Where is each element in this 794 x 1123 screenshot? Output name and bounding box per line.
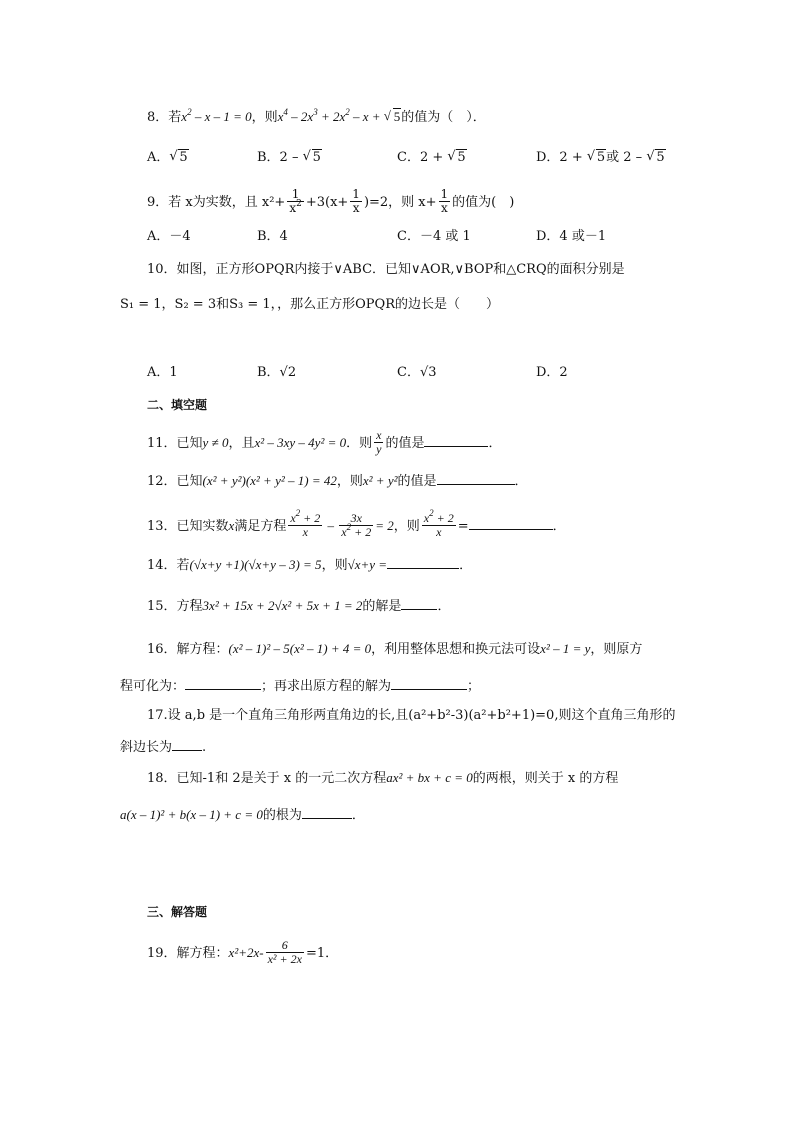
q10-option-b: B．√2 [257, 365, 297, 380]
q13-c: 满足方程 [234, 519, 287, 534]
q12-e: 的值是 [397, 474, 437, 489]
q13-a: 13．已知实数 [147, 519, 229, 534]
q19-b: x²+2x- [228, 945, 264, 960]
question-9 [147, 189, 514, 216]
q12-a: 12．已知 [147, 474, 203, 489]
q8-mid: ，则 [251, 110, 278, 125]
q13-b: x [228, 518, 235, 533]
q18-line2b: 的根为 [262, 808, 302, 823]
q18-blank[interactable] [302, 806, 352, 819]
q13-g: ． [552, 519, 566, 534]
question-17-line-2 [120, 738, 206, 757]
q18-line2c: ． [351, 808, 365, 823]
q15-d: ． [437, 599, 451, 614]
q9-frac-3: $\frac{1}{x}$ [440, 187, 449, 215]
q9-option-d: D．4 或－1 [536, 229, 607, 244]
section-solve-heading: 三、解答题 [147, 905, 208, 919]
q18-line2a: a(x – 1)² + b(x – 1) + c = 0 [120, 807, 263, 822]
question-11 [147, 430, 502, 457]
q11-f: 的值是 [385, 436, 425, 451]
q11-b: y ≠ 0 [202, 435, 229, 450]
q16-line2a: 程可化为： [120, 679, 186, 694]
q10-option-d: D．2 [536, 365, 568, 380]
q10-line-1: 10．如图，正方形OPQR内接于∨ABC．已知∨AOR,∨BOP和△CRQ的面积分别是 [147, 262, 625, 277]
question-16-line-1 [147, 640, 642, 659]
question-19 [147, 940, 338, 967]
q19-c: =1． [305, 946, 339, 961]
q13-frac-2: $\frac{3x}{x^2 + 2}$ [341, 511, 372, 539]
q12-d: x² + y² [362, 473, 398, 488]
q19-a: 19．解方程： [147, 946, 229, 961]
q14-c: ，则 [321, 558, 348, 573]
q8-tail: 的值为（ ）． [401, 110, 486, 125]
q8-option-a: A．√ 5 [147, 149, 189, 167]
q16-blank-2[interactable] [391, 677, 467, 690]
q15-blank[interactable] [401, 597, 437, 610]
q13-frac-3: $\frac{x^2 + 2}{x}$ [423, 508, 454, 539]
q16-line2c: ； [467, 679, 481, 694]
q9-part-2: +3(x+ [305, 195, 349, 210]
q18-line1c: 的两根，则关于 x 的方程 [472, 771, 619, 786]
q9-tail: 的值为( ) [452, 195, 515, 210]
q11-d: x² – 3xy – 4y² = 0 [254, 435, 347, 450]
q8-expression: $x^4 - 2x^3 + 2x^2 - x$ + √ 5 [278, 109, 402, 124]
q14-e: ． [459, 558, 473, 573]
q9-option-b: B．4 [257, 229, 288, 244]
q9-option-c: C．－4 或 1 [397, 229, 471, 244]
q10-line-2: S₁ = 1，S₂ = 3和S₃ = 1，，那么正方形OPQR的边长是（ ） [120, 297, 499, 312]
q12-c: ，则 [336, 474, 363, 489]
q16-blank-1[interactable] [185, 677, 261, 690]
q11-c: ，且 [228, 436, 255, 451]
q17-blank[interactable] [172, 738, 202, 751]
q15-b: 3x² + 15x + 2√x² + 5x + 1 = 2 [202, 598, 363, 613]
q17-line2: 斜边长为 [120, 740, 173, 755]
q9-option-a: A．－4 [147, 229, 191, 244]
q11-blank[interactable] [424, 434, 488, 447]
q12-f: ． [514, 474, 528, 489]
q9-text: 9．若 x为实数，且 x²+ [147, 195, 286, 210]
question-15 [147, 597, 450, 616]
q19-frac [266, 939, 304, 966]
question-12 [147, 472, 528, 491]
q19-numerator: 6 [266, 939, 304, 953]
section-fill-in-heading: 二、填空题 [147, 398, 208, 412]
q17-line1: 17.设 a,b 是一个直角三角形两直角边的长,且(a²+b²-3)(a²+b²+1)=0,则这个直角三角形的 [147, 708, 676, 723]
q18-line1a: 18．已知-1和 2是关于 x 的一元二次方程 [147, 771, 387, 786]
q16-b: (x² – 1)² – 5(x² – 1) + 4 = 0 [228, 641, 372, 656]
q8-condition: $x^2 - x - 1 = 0$ [181, 107, 252, 124]
question-18-line-2 [120, 806, 365, 825]
q16-d: x² – 1 = y [540, 641, 591, 656]
question-10-line-1 [147, 261, 625, 279]
q8-option-b: B．2 – √ 5 [257, 149, 322, 167]
q9-frac-2: $\frac{1}{x}$ [352, 187, 360, 215]
q16-line2b: ；再求出原方程的解为 [261, 679, 392, 694]
q13-f: = [457, 519, 469, 534]
q16-c: ，利用整体思想和换元法可设 [371, 642, 541, 657]
q16-e: ，则原方 [590, 642, 643, 657]
q13-blank[interactable] [469, 517, 553, 530]
q8-option-c: C．2 + √ 5 [397, 149, 467, 167]
q18-line1b: ax² + bx + c = 0 [386, 770, 473, 785]
q10-option-c: C．√3 [397, 365, 437, 380]
question-10-line-2 [120, 296, 499, 314]
q13-frac-1: $\frac{x^2 + 2}{x}$ [290, 508, 321, 539]
q15-c: 的解是 [362, 599, 402, 614]
q19-denominator: x² + 2x [267, 952, 302, 966]
q16-a: 16．解方程： [147, 642, 229, 657]
q13-e: ，则 [393, 519, 420, 534]
q12-blank[interactable] [437, 472, 515, 485]
question-13: 13．已知实数x满足方程 $\frac{x^2 + 2}{x}$ – $\frac{3x}{x^2 + 2}$ = 2，则 $\frac{x^2 + 2}{x}$ = ． [147, 508, 566, 539]
q14-b: (√x+y +1)(√x+y – 3) = 5 [189, 557, 322, 572]
question-17-line-1 [147, 707, 675, 725]
q9-part-3: )=2，则 x+ [363, 195, 437, 210]
question-8 [147, 108, 486, 127]
q10-option-a: A．1 [147, 365, 178, 380]
q11-g: ． [488, 436, 502, 451]
q14-a: 14．若 [147, 558, 190, 573]
q14-d: √x+y = [347, 557, 388, 572]
q14-blank[interactable] [387, 556, 459, 569]
q8-option-d: D．2 + √ 5或 2 – √ 5 [536, 149, 666, 167]
question-16-line-2 [120, 677, 480, 696]
question-18-line-1 [147, 769, 618, 788]
q11-a: 11．已知 [147, 436, 203, 451]
q8-text: 8．若 [147, 110, 182, 125]
q12-b: (x² + y²)(x² + y² – 1) = 42 [202, 473, 337, 488]
q15-a: 15．方程 [147, 599, 203, 614]
q17-line2-end: . [202, 740, 207, 755]
q11-e: ．则 [346, 436, 373, 451]
q13-d: = 2 [375, 518, 394, 533]
question-14 [147, 556, 472, 575]
q9-frac-1: $\frac{1}{x^2}$ [289, 187, 302, 215]
q11-frac: $\frac{x}{y}$ [376, 428, 382, 456]
